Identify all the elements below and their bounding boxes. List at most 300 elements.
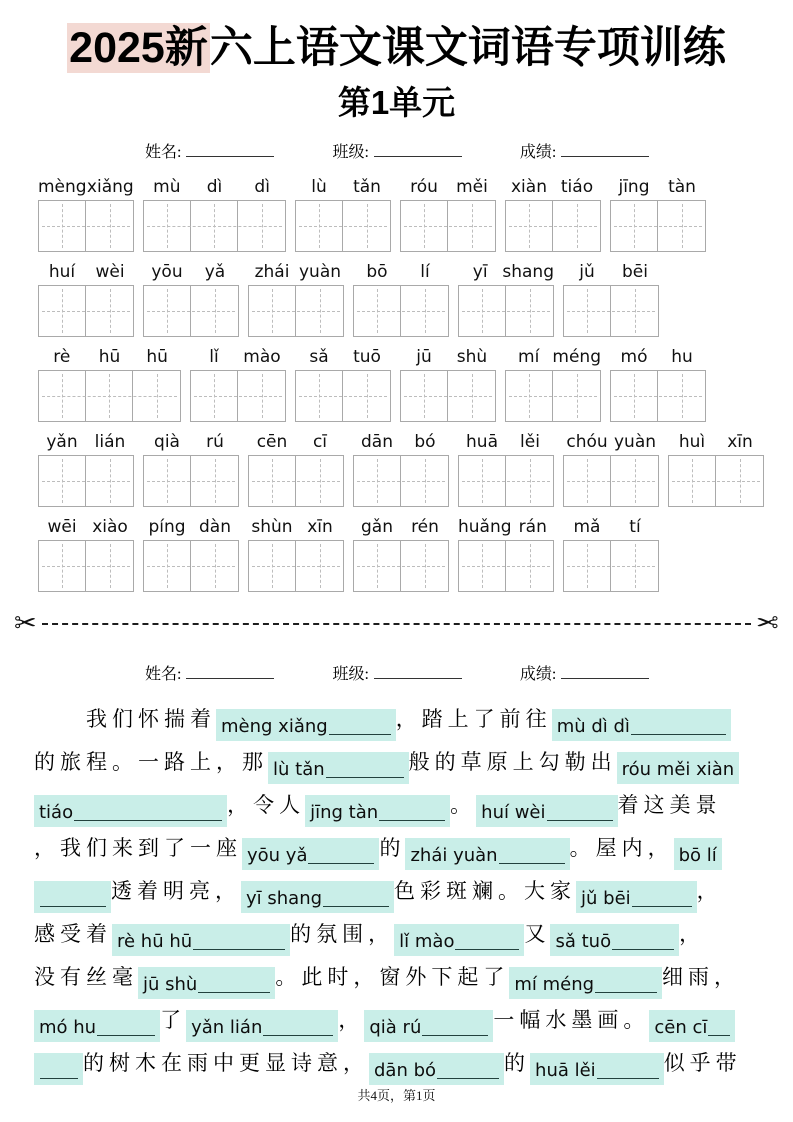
character-cell[interactable] xyxy=(611,286,658,336)
pinyin-hint: jǔ bēi xyxy=(581,888,631,910)
writing-box xyxy=(563,455,659,507)
write-line[interactable] xyxy=(597,1059,659,1079)
word-group xyxy=(400,346,496,422)
pinyin-syllable: tǎn xyxy=(353,177,381,198)
fill-blank[interactable] xyxy=(138,967,275,999)
name-field xyxy=(332,661,461,684)
pinyin-labels xyxy=(353,431,449,453)
name-field-label: 班级: xyxy=(332,144,369,162)
pinyin-hint: yōu yǎ xyxy=(247,845,308,867)
pinyin-syllable: méng xyxy=(552,347,601,368)
pinyin-hint: huā lěi xyxy=(535,1060,596,1082)
word-group xyxy=(38,431,134,507)
write-line[interactable] xyxy=(632,887,692,907)
word-group xyxy=(248,516,344,592)
write-line[interactable] xyxy=(198,973,270,993)
pinyin-syllable: xiǎng xyxy=(86,177,134,198)
pinyin-hint: róu měi xiàn xyxy=(621,759,735,781)
writing-box xyxy=(353,285,449,337)
character-cell[interactable] xyxy=(611,371,658,421)
pinyin-syllable: lǐ xyxy=(209,347,219,368)
pinyin-labels xyxy=(190,346,286,368)
pinyin-hint: mí méng xyxy=(514,974,595,996)
write-line[interactable] xyxy=(40,1059,78,1079)
fill-blank[interactable] xyxy=(34,1010,160,1042)
passage-text: 的 xyxy=(504,1051,531,1076)
word-group xyxy=(38,261,134,337)
passage xyxy=(34,698,759,1085)
fill-blank[interactable] xyxy=(241,881,394,913)
pinyin-syllable: chóu xyxy=(566,432,608,453)
write-line[interactable] xyxy=(708,1016,730,1036)
character-cell[interactable] xyxy=(86,286,133,336)
write-line[interactable] xyxy=(547,801,613,821)
character-cell[interactable] xyxy=(401,201,448,251)
pinyin-hint: yī shang xyxy=(246,888,323,910)
pinyin-syllable: shùn xyxy=(251,517,293,538)
writing-box xyxy=(505,200,601,252)
pinyin-syllable: dàn xyxy=(199,517,231,538)
title-rest: 六上语文课文词语专项训练 xyxy=(209,24,726,72)
pinyin-syllable: lù xyxy=(311,177,327,198)
grid-row xyxy=(38,346,793,422)
pinyin-hint: yǎn lián xyxy=(191,1017,263,1039)
writing-box xyxy=(295,370,391,422)
pinyin-syllable: mǎ xyxy=(573,517,601,538)
fill-blank[interactable] xyxy=(552,709,731,741)
word-group xyxy=(505,176,601,252)
word-group xyxy=(248,431,344,507)
pinyin-syllable: hū xyxy=(146,347,168,368)
scissors-icon: ✂ xyxy=(14,608,37,639)
character-cell[interactable] xyxy=(448,371,495,421)
character-cell[interactable] xyxy=(191,456,238,506)
writing-box xyxy=(353,455,449,507)
character-cell[interactable] xyxy=(553,371,600,421)
write-line[interactable] xyxy=(374,141,462,157)
write-line[interactable] xyxy=(499,844,565,864)
pinyin-syllable: mù xyxy=(153,177,181,198)
pinyin-labels xyxy=(668,431,764,453)
pinyin-labels xyxy=(38,261,134,283)
word-group xyxy=(353,431,449,507)
pinyin-labels xyxy=(458,431,554,453)
scissors-icon: ✂ xyxy=(756,608,779,639)
character-cell[interactable] xyxy=(506,456,553,506)
pinyin-hint: mó hu xyxy=(39,1017,97,1039)
character-cell[interactable] xyxy=(459,286,506,336)
character-cell[interactable] xyxy=(611,541,658,591)
character-cell[interactable] xyxy=(296,456,343,506)
pinyin-hint: lù tǎn xyxy=(273,759,325,781)
name-field-label: 班级: xyxy=(332,666,369,684)
pinyin-labels xyxy=(563,431,659,453)
character-cell[interactable] xyxy=(564,456,611,506)
name-field xyxy=(520,139,649,162)
pinyin-syllable: rán xyxy=(518,517,547,538)
word-group xyxy=(563,431,659,507)
grid-row xyxy=(38,261,793,337)
write-line[interactable] xyxy=(40,887,106,907)
word-group xyxy=(610,176,706,252)
pinyin-labels xyxy=(295,346,391,368)
character-cell[interactable] xyxy=(658,201,705,251)
writing-box xyxy=(505,370,601,422)
fill-blank[interactable] xyxy=(405,838,569,870)
pinyin-labels xyxy=(353,261,449,283)
write-line[interactable] xyxy=(326,758,404,778)
word-group xyxy=(248,261,344,337)
pinyin-labels xyxy=(505,176,601,198)
fill-blank[interactable] xyxy=(530,1053,664,1085)
write-line[interactable] xyxy=(186,663,274,679)
fill-blank[interactable] xyxy=(186,1010,338,1042)
write-line[interactable] xyxy=(631,715,726,735)
writing-box xyxy=(38,285,134,337)
pinyin-hint: qià rú xyxy=(369,1017,422,1039)
character-cell[interactable] xyxy=(669,456,716,506)
character-cell[interactable] xyxy=(144,201,191,251)
passage-text: 似乎带 xyxy=(663,1051,742,1076)
write-line[interactable] xyxy=(379,801,445,821)
word-group xyxy=(353,516,449,592)
pinyin-syllable: lí xyxy=(420,262,430,283)
write-line[interactable] xyxy=(308,844,374,864)
pinyin-syllable: píng xyxy=(148,517,186,538)
writing-box xyxy=(248,540,344,592)
pinyin-syllable: bō xyxy=(366,262,388,283)
pinyin-syllable: dì xyxy=(254,177,270,198)
character-cell[interactable] xyxy=(86,541,133,591)
pinyin-labels xyxy=(143,176,286,198)
fill-blank[interactable] xyxy=(305,795,450,827)
character-cell[interactable] xyxy=(459,541,506,591)
writing-box xyxy=(190,370,286,422)
writing-box xyxy=(143,455,239,507)
write-line[interactable] xyxy=(561,663,649,679)
writing-box xyxy=(610,370,706,422)
write-line[interactable] xyxy=(561,141,649,157)
writing-box xyxy=(295,200,391,252)
character-cell[interactable] xyxy=(296,371,343,421)
passage-text: 。屋内， xyxy=(569,836,674,861)
pinyin-labels xyxy=(295,176,391,198)
fill-blank[interactable] xyxy=(674,838,722,870)
writing-box xyxy=(38,370,181,422)
fill-blank[interactable] xyxy=(369,1053,504,1085)
write-line[interactable] xyxy=(263,1016,333,1036)
character-cell[interactable] xyxy=(238,201,285,251)
passage-text: 细雨， xyxy=(662,965,741,990)
word-group xyxy=(143,516,239,592)
pinyin-syllable: xīn xyxy=(307,517,333,538)
pinyin-labels xyxy=(458,516,554,538)
write-line[interactable] xyxy=(193,930,285,950)
pinyin-labels xyxy=(248,516,344,538)
pinyin-syllable: tí xyxy=(629,517,641,538)
character-cell[interactable] xyxy=(506,541,553,591)
name-field-label: 成绩: xyxy=(519,666,557,684)
write-line[interactable] xyxy=(595,973,657,993)
character-cell[interactable] xyxy=(459,456,506,506)
page-footer: 共4页，第1页 xyxy=(357,1088,436,1103)
write-line[interactable] xyxy=(437,1059,499,1079)
name-field xyxy=(332,139,461,162)
character-cell[interactable] xyxy=(191,201,238,251)
name-field xyxy=(145,661,274,684)
pinyin-syllable: tàn xyxy=(668,177,696,198)
character-cell[interactable] xyxy=(39,201,86,251)
pinyin-hint: zhái yuàn xyxy=(410,845,498,867)
pinyin-syllable: tiáo xyxy=(560,177,594,198)
word-group xyxy=(190,346,286,422)
name-field-label: 成绩: xyxy=(519,144,557,162)
character-cell[interactable] xyxy=(86,456,133,506)
writing-box xyxy=(563,285,659,337)
character-cell[interactable] xyxy=(611,201,658,251)
passage-line xyxy=(34,999,759,1042)
writing-box xyxy=(248,455,344,507)
pinyin-syllable: cī xyxy=(312,432,328,453)
pinyin-syllable: qià xyxy=(154,432,180,453)
character-cell[interactable] xyxy=(506,286,553,336)
grid-row xyxy=(38,516,793,592)
writing-box xyxy=(458,540,554,592)
pinyin-labels xyxy=(610,346,706,368)
character-cell[interactable] xyxy=(564,286,611,336)
character-cell[interactable] xyxy=(86,371,133,421)
character-cell[interactable] xyxy=(296,201,343,251)
passage-text: 。此时，窗外下起了 xyxy=(275,965,510,990)
writing-box xyxy=(143,200,286,252)
name-field-label: 姓名: xyxy=(145,666,182,684)
fill-blank[interactable] xyxy=(550,924,679,956)
pinyin-hint: sǎ tuō xyxy=(555,931,612,953)
passage-text: ， xyxy=(696,879,723,904)
pinyin-labels xyxy=(38,346,181,368)
word-group xyxy=(563,261,659,337)
pinyin-labels xyxy=(400,346,496,368)
passage-text: ，令人 xyxy=(227,793,306,818)
fill-blank[interactable] xyxy=(34,1053,83,1085)
writing-box xyxy=(38,455,134,507)
pinyin-labels xyxy=(143,431,239,453)
character-cell[interactable] xyxy=(191,541,238,591)
pinyin-hint: mèng xiǎng xyxy=(221,716,328,738)
character-cell[interactable] xyxy=(249,286,296,336)
character-cell[interactable] xyxy=(448,201,495,251)
dashed-cut-rule xyxy=(42,623,752,625)
passage-text: ，我们来到了一座 xyxy=(34,836,242,861)
passage-text: 我们怀揣着 xyxy=(86,707,216,732)
character-cell[interactable] xyxy=(39,541,86,591)
pinyin-syllable: měi xyxy=(456,177,488,198)
fill-blank[interactable] xyxy=(34,881,111,913)
fill-blank[interactable] xyxy=(268,752,409,784)
write-line[interactable] xyxy=(186,141,274,157)
fill-blank[interactable] xyxy=(112,924,290,956)
pinyin-syllable: huì xyxy=(678,432,706,453)
title-highlight: 2025新 xyxy=(69,24,208,72)
pinyin-hint: jū shù xyxy=(143,974,198,996)
character-cell[interactable] xyxy=(354,456,401,506)
writing-box xyxy=(38,200,134,252)
write-line[interactable] xyxy=(612,930,674,950)
fill-blank[interactable] xyxy=(216,709,396,741)
pinyin-syllable: sǎ xyxy=(309,347,329,368)
pinyin-syllable: yī xyxy=(472,262,488,283)
pinyin-syllable: jǔ xyxy=(579,262,595,283)
character-cell[interactable] xyxy=(191,286,238,336)
write-line[interactable] xyxy=(74,801,222,821)
write-line[interactable] xyxy=(455,930,519,950)
character-cell[interactable] xyxy=(249,541,296,591)
passage-line xyxy=(34,784,759,827)
word-group xyxy=(143,261,239,337)
pinyin-syllable: mí xyxy=(518,347,540,368)
pinyin-syllable: rén xyxy=(411,517,439,538)
character-cell[interactable] xyxy=(39,286,86,336)
character-cell[interactable] xyxy=(401,286,448,336)
character-cell[interactable] xyxy=(86,201,133,251)
passage-text: 。 xyxy=(450,793,477,818)
passage-text: 的 xyxy=(379,836,406,861)
word-group xyxy=(295,346,391,422)
character-cell[interactable] xyxy=(144,456,191,506)
pinyin-labels xyxy=(143,516,239,538)
pinyin-labels xyxy=(38,516,134,538)
word-group xyxy=(38,516,134,592)
passage-text: 没有丝毫 xyxy=(34,965,138,990)
character-cell[interactable] xyxy=(296,286,343,336)
pinyin-syllable: mèng xyxy=(38,177,87,198)
word-group xyxy=(295,176,391,252)
writing-box xyxy=(668,455,764,507)
word-group xyxy=(563,516,659,592)
pinyin-labels xyxy=(400,176,496,198)
character-cell[interactable] xyxy=(611,456,658,506)
pinyin-syllable: hū xyxy=(98,347,121,368)
page-title xyxy=(0,24,793,73)
passage-line xyxy=(34,870,759,913)
character-cell[interactable] xyxy=(716,456,763,506)
character-cell[interactable] xyxy=(401,456,448,506)
pinyin-syllable: zhái xyxy=(254,262,290,283)
character-cell[interactable] xyxy=(658,371,705,421)
character-cell[interactable] xyxy=(564,541,611,591)
write-line[interactable] xyxy=(374,663,462,679)
pinyin-labels xyxy=(248,261,344,283)
character-cell[interactable] xyxy=(506,371,553,421)
pinyin-syllable: shù xyxy=(456,347,488,368)
pinyin-labels xyxy=(143,261,239,283)
passage-text: 的氛围， xyxy=(290,922,395,947)
pinyin-syllable: shang xyxy=(502,262,554,283)
pinyin-syllable: huǎng xyxy=(458,517,512,538)
character-cell[interactable] xyxy=(343,201,390,251)
character-cell[interactable] xyxy=(39,456,86,506)
passage-text: ， xyxy=(679,922,706,947)
write-line[interactable] xyxy=(329,715,391,735)
write-line[interactable] xyxy=(97,1016,155,1036)
character-cell[interactable] xyxy=(401,541,448,591)
fill-blank[interactable] xyxy=(242,838,379,870)
character-cell[interactable] xyxy=(39,371,86,421)
word-group xyxy=(143,431,239,507)
writing-box xyxy=(458,285,554,337)
fill-blank[interactable] xyxy=(649,1010,735,1042)
fill-blank[interactable] xyxy=(394,924,524,956)
character-cell[interactable] xyxy=(144,541,191,591)
fill-blank[interactable] xyxy=(476,795,617,827)
writing-box xyxy=(563,540,659,592)
pinyin-labels xyxy=(353,516,449,538)
character-cell[interactable] xyxy=(343,371,390,421)
character-cell[interactable] xyxy=(401,371,448,421)
pinyin-syllable: xiàn xyxy=(511,177,547,198)
fill-blank[interactable] xyxy=(509,967,662,999)
writing-box xyxy=(38,540,134,592)
pinyin-hint: tiáo xyxy=(39,802,74,824)
passage-text: 了 xyxy=(160,1008,187,1033)
pinyin-syllable: wēi xyxy=(47,517,77,538)
writing-box xyxy=(143,540,239,592)
word-group xyxy=(400,176,496,252)
passage-line xyxy=(34,741,759,784)
character-cell[interactable] xyxy=(238,371,285,421)
character-cell[interactable] xyxy=(354,541,401,591)
pinyin-labels xyxy=(248,431,344,453)
pinyin-syllable: dān xyxy=(361,432,393,453)
passage-text: 的树木在雨中更显诗意， xyxy=(83,1051,369,1076)
write-line[interactable] xyxy=(422,1016,488,1036)
pinyin-syllable: gǎn xyxy=(361,517,393,538)
write-line[interactable] xyxy=(323,887,389,907)
pinyin-syllable: rè xyxy=(53,347,71,368)
writing-box xyxy=(458,455,554,507)
character-cell[interactable] xyxy=(144,286,191,336)
character-cell[interactable] xyxy=(133,371,180,421)
grid-row xyxy=(38,176,793,252)
pinyin-syllable: huā xyxy=(466,432,498,453)
word-group xyxy=(458,261,554,337)
pinyin-syllable: jīng xyxy=(618,177,650,198)
passage-line xyxy=(34,913,759,956)
character-cell[interactable] xyxy=(506,201,553,251)
name-fields-top xyxy=(0,139,793,162)
character-cell[interactable] xyxy=(296,541,343,591)
character-cell[interactable] xyxy=(354,286,401,336)
word-group xyxy=(353,261,449,337)
character-cell[interactable] xyxy=(553,201,600,251)
pinyin-syllable: yǎ xyxy=(204,262,226,283)
pinyin-labels xyxy=(458,261,554,283)
pinyin-labels xyxy=(505,346,601,368)
fill-blank[interactable] xyxy=(617,752,740,784)
fill-blank[interactable] xyxy=(576,881,697,913)
cut-line xyxy=(14,610,779,637)
fill-blank[interactable] xyxy=(34,795,227,827)
pinyin-syllable: wèi xyxy=(95,262,125,283)
character-cell[interactable] xyxy=(191,371,238,421)
word-group xyxy=(610,346,706,422)
writing-box xyxy=(143,285,239,337)
word-group xyxy=(458,516,554,592)
pinyin-syllable: xīn xyxy=(727,432,753,453)
pinyin-hint: dān bó xyxy=(374,1060,437,1082)
character-cell[interactable] xyxy=(249,456,296,506)
fill-blank[interactable] xyxy=(364,1010,493,1042)
